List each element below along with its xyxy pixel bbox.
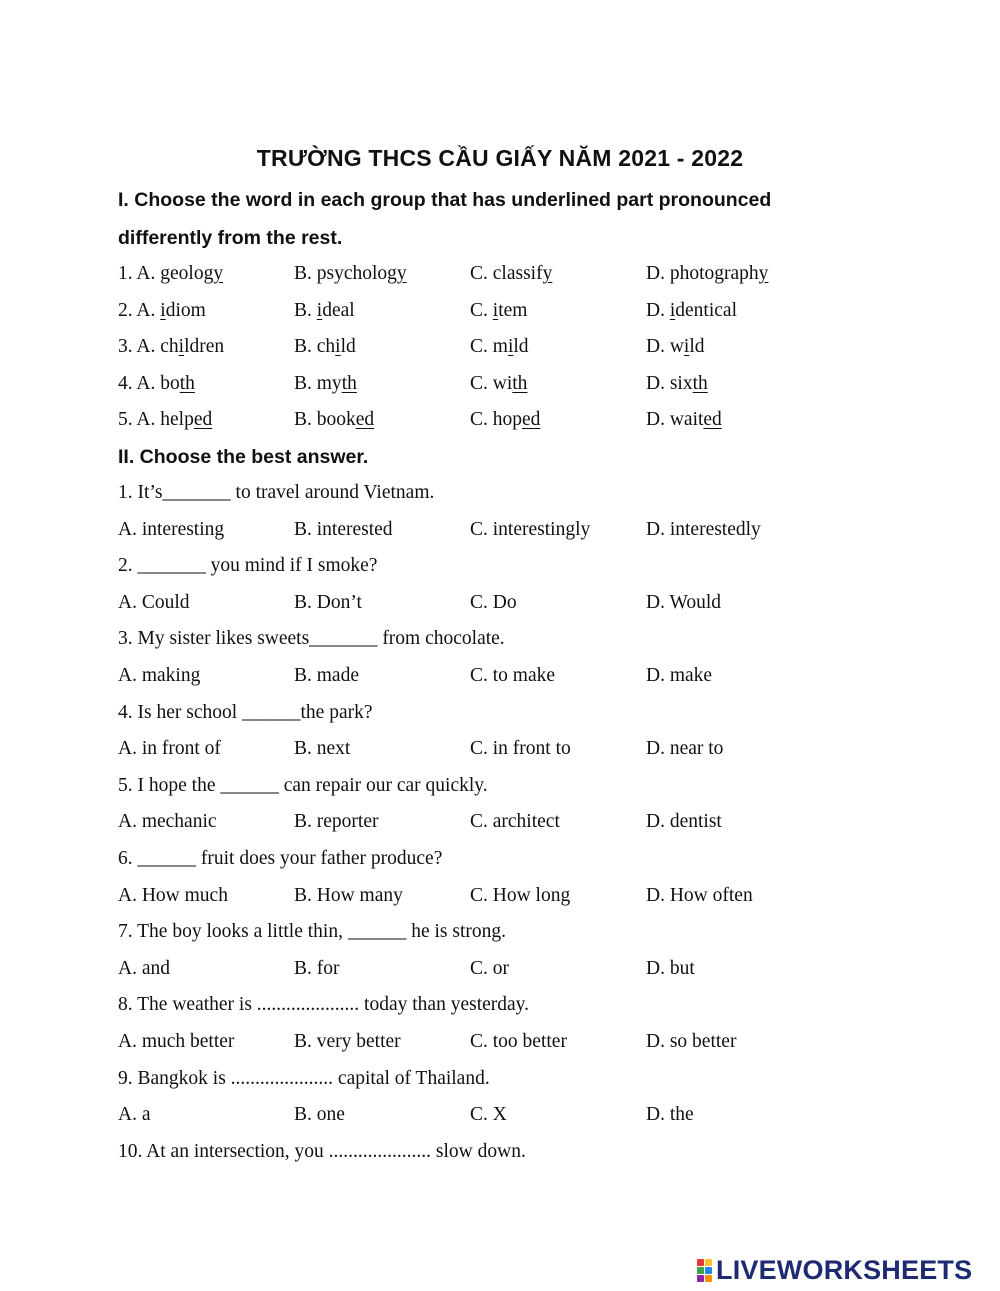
pronunciation-row: [118, 369, 918, 399]
pronunciation-row: [118, 259, 918, 289]
answer-option: D. make: [646, 665, 713, 686]
question-text: 6. ______ fruit does your father produce?: [118, 848, 443, 869]
answer-options-row: [118, 1100, 918, 1130]
page-title: TRƯỜNG THCS CẦU GIẤY NĂM 2021 - 2022: [256, 145, 744, 171]
question-text: 10. At an intersection, you ..................... slow down.: [118, 1140, 526, 1162]
underlined-part: i: [492, 299, 499, 321]
word-option: [470, 332, 529, 362]
logo-mark-square: [697, 1267, 704, 1274]
underlined-part: th: [179, 372, 195, 394]
answer-option: B. How many: [294, 884, 403, 906]
answer-options-row: [118, 661, 918, 691]
answer-option: D. Would: [646, 591, 721, 613]
word-option: [470, 369, 527, 399]
logo-mark-square: [705, 1259, 712, 1266]
underlined-part: i: [160, 299, 166, 321]
answer-option: D. so better: [646, 1031, 737, 1052]
word-part: dentical: [675, 299, 737, 321]
word-part: 4. A. bo: [118, 372, 180, 394]
underlined-part: ed: [355, 409, 375, 431]
pronunciation-row: [118, 405, 918, 435]
word-part: D. w: [646, 336, 684, 358]
answer-option: C. to make: [470, 665, 556, 686]
word-option: [646, 296, 737, 326]
word-part: ld: [513, 336, 529, 358]
underlined-part: th: [341, 372, 357, 394]
answer-option: D. near to: [646, 738, 724, 760]
word-option: [294, 259, 407, 289]
answer-option: D. interestedly: [646, 518, 761, 540]
underlined-part: i: [178, 336, 185, 358]
question-text: 4. Is her school ______the park?: [118, 701, 373, 723]
answer-option: A. and: [118, 957, 170, 979]
answer-option: B. made: [294, 665, 359, 686]
word-part: C. hop: [470, 409, 523, 431]
pronunciation-row: [118, 332, 918, 362]
section2-heading: II. Choose the best answer.: [118, 446, 369, 468]
question-text: 5. I hope the ______ can repair our car quickly.: [118, 774, 488, 796]
word-option: [470, 296, 527, 326]
word-part: C.: [470, 299, 493, 321]
answer-option: A. much better: [118, 1031, 235, 1052]
logo-mark-square: [697, 1275, 704, 1282]
word-option: [118, 405, 212, 435]
underlined-part: i: [669, 299, 676, 321]
word-option: [294, 369, 357, 399]
answer-options-row: [118, 734, 918, 764]
word-option: [646, 369, 708, 399]
word-option: [294, 296, 355, 326]
question-text: 3. My sister likes sweets_______ from chocolate.: [118, 628, 505, 650]
word-part: 3. A. ch: [118, 336, 179, 358]
underlined-part: ed: [522, 409, 541, 431]
liveworksheets-logo: [697, 1255, 972, 1285]
answer-option: A. a: [118, 1104, 151, 1126]
word-part: deal: [322, 299, 355, 321]
answer-option: C. Do: [470, 591, 517, 613]
logo-mark-square: [697, 1259, 704, 1266]
word-option: [294, 332, 356, 362]
answer-option: C. X: [470, 1104, 507, 1126]
answer-option: D. but: [646, 957, 695, 979]
answer-options-row: [118, 1027, 918, 1057]
question-text: 8. The weather is ..................... today than yesterday.: [118, 994, 530, 1016]
answer-option: B. one: [294, 1104, 345, 1126]
underlined-part: i: [683, 336, 690, 358]
word-option: [470, 259, 552, 289]
answer-option: A. How much: [118, 884, 228, 906]
answer-option: A. making: [118, 665, 201, 686]
underlined-part: i: [335, 336, 341, 358]
answer-option: B. very better: [294, 1031, 401, 1052]
answer-option: D. How often: [646, 884, 753, 906]
word-part: B. ch: [294, 336, 336, 358]
word-option: [294, 405, 374, 435]
liveworksheets-mark-icon: [697, 1259, 712, 1282]
answer-options-row: [118, 588, 918, 618]
word-part: diom: [165, 299, 206, 321]
underlined-part: i: [316, 299, 323, 321]
word-part: B. psycholog: [294, 263, 397, 284]
answer-option: C. interestingly: [470, 518, 591, 540]
answer-option: B. for: [294, 957, 340, 979]
underlined-part: y: [213, 263, 224, 284]
question-text: 2. _______ you mind if I smoke?: [118, 555, 378, 577]
word-option: [118, 369, 195, 399]
answer-option: D. the: [646, 1104, 694, 1126]
word-part: 2. A.: [118, 299, 161, 321]
word-part: tem: [498, 299, 528, 321]
underlined-part: y: [396, 263, 407, 284]
word-option: [646, 332, 705, 362]
answer-option: C. architect: [470, 811, 560, 833]
word-part: C. m: [470, 336, 508, 358]
word-option: [470, 405, 540, 435]
word-part: ldren: [184, 336, 225, 358]
answer-option: B. interested: [294, 518, 393, 540]
underlined-part: th: [512, 372, 528, 394]
word-option: [646, 259, 768, 289]
liveworksheets-wordmark: LIVEWORKSHEETS: [716, 1254, 973, 1285]
answer-option: B. Don’t: [294, 591, 362, 613]
answer-options-row: [118, 515, 918, 545]
answer-option: A. mechanic: [118, 811, 217, 833]
question-text: 1. It’s_______ to travel around Vietnam.: [118, 482, 435, 503]
question-text: 7. The boy looks a little thin, ______ he is strong.: [118, 921, 506, 943]
word-part: C. wi: [470, 372, 513, 394]
word-part: C. classif: [470, 263, 543, 284]
word-part: D. wait: [646, 409, 704, 431]
word-option: [646, 405, 722, 435]
word-part: D. photograph: [646, 263, 759, 284]
answer-option: D. dentist: [646, 811, 722, 833]
section1-heading-line2: differently from the rest.: [118, 227, 343, 249]
word-part: D. six: [646, 372, 693, 394]
word-part: B. book: [294, 409, 356, 431]
word-part: B. my: [294, 372, 342, 394]
word-part: ld: [340, 336, 356, 358]
logo-mark-square: [705, 1275, 712, 1282]
underlined-part: ed: [193, 409, 213, 431]
underlined-part: i: [507, 336, 514, 358]
word-option: [118, 296, 206, 326]
underlined-part: y: [758, 263, 769, 284]
answer-option: A. interesting: [118, 518, 225, 540]
answer-options-row: [118, 881, 918, 911]
answer-option: A. Could: [118, 591, 190, 613]
underlined-part: y: [542, 263, 553, 284]
answer-option: B. next: [294, 738, 351, 760]
underlined-part: th: [692, 372, 708, 394]
logo-mark-square: [705, 1267, 712, 1274]
word-option: [118, 332, 224, 362]
answer-option: B. reporter: [294, 811, 379, 833]
answer-options-row: [118, 954, 918, 984]
answer-option: C. too better: [470, 1031, 567, 1052]
section1-heading-line1: I. Choose the word in each group that has underlined part pronounced: [118, 189, 772, 211]
word-option: [118, 259, 223, 289]
answer-option: C. in front to: [470, 738, 571, 760]
word-part: 5. A. help: [118, 409, 194, 431]
answer-options-row: [118, 807, 918, 837]
question-text: 9. Bangkok is ..................... capital of Thailand.: [118, 1067, 490, 1089]
word-part: 1. A. geolog: [118, 263, 214, 284]
answer-option: C. How long: [470, 884, 571, 906]
word-part: D.: [646, 299, 670, 321]
answer-option: C. or: [470, 957, 509, 979]
answer-option: A. in front of: [118, 738, 221, 760]
underlined-part: ed: [703, 409, 722, 431]
word-part: ld: [689, 336, 705, 358]
word-part: B.: [294, 299, 317, 321]
pronunciation-row: [118, 296, 918, 326]
